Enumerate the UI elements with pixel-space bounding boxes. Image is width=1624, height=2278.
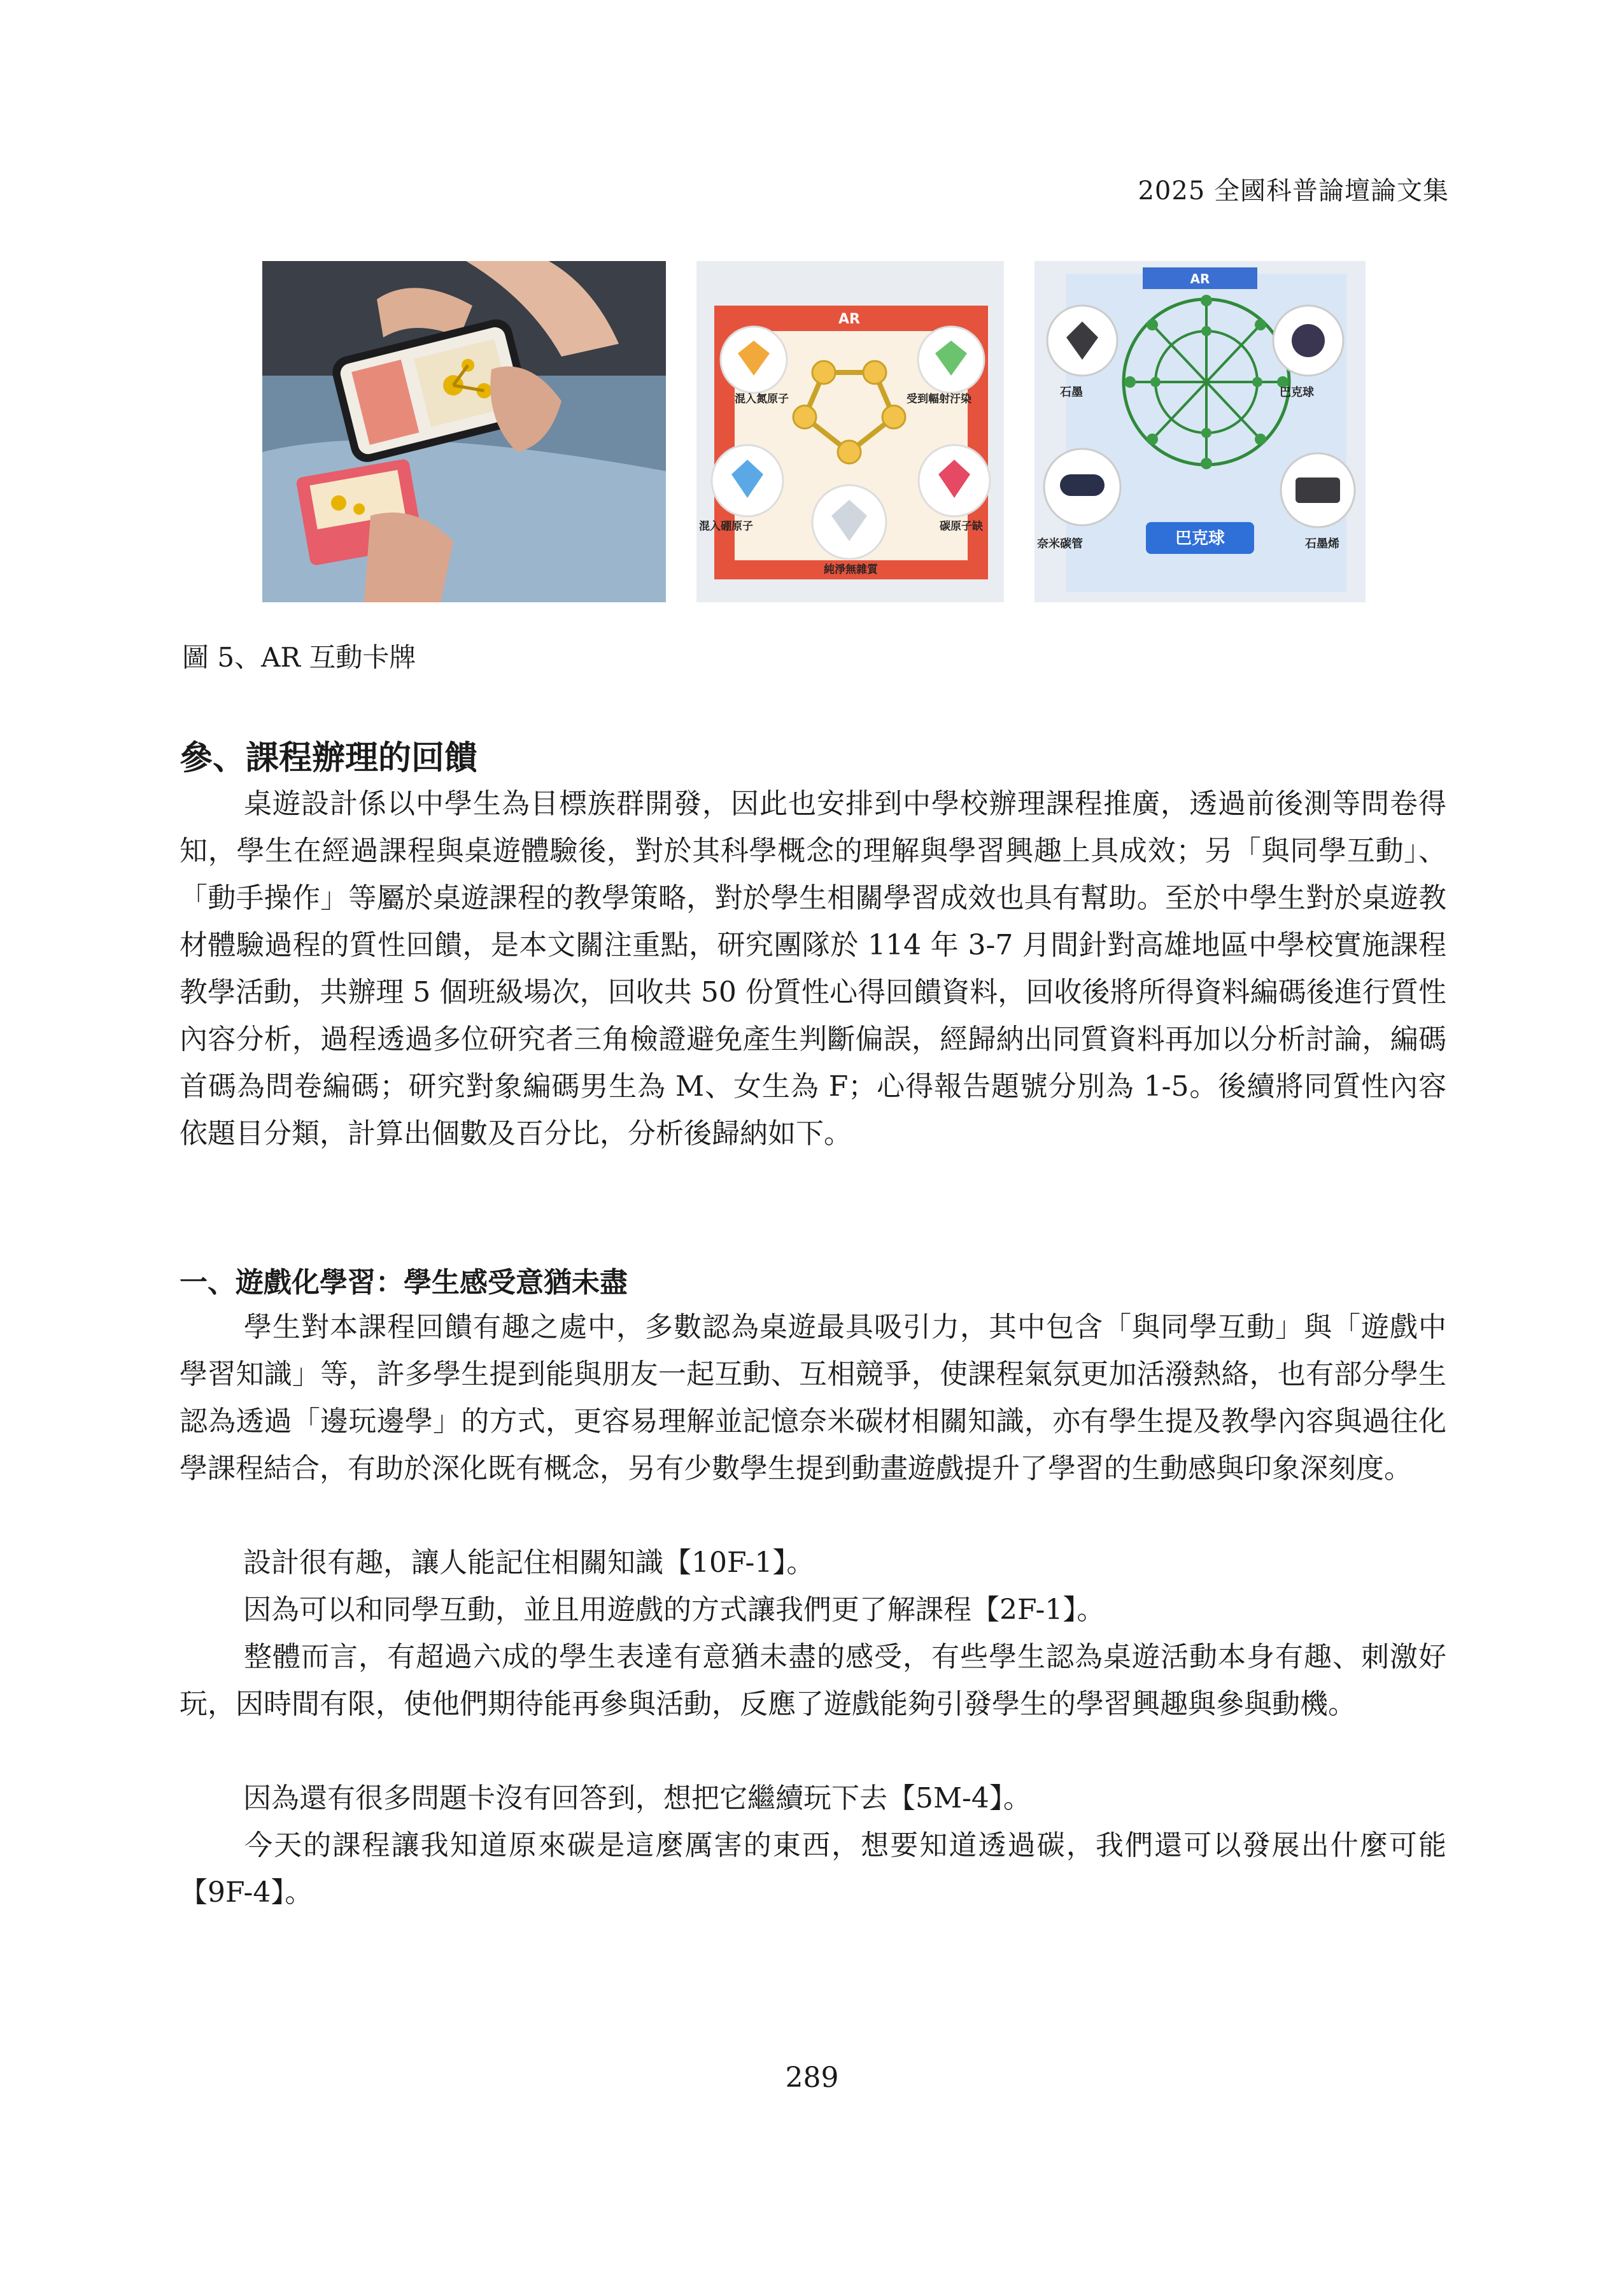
label-radiation: 受到輻射汙染 xyxy=(907,393,971,406)
figure-caption: 圖 5、AR 互動卡牌 xyxy=(182,642,416,673)
label-pure: 純淨無雜質 xyxy=(824,563,878,576)
label-nanotube: 奈米碳管 xyxy=(1037,537,1083,551)
running-head: 2025 全國科普論壇論文集 xyxy=(1138,176,1449,206)
title-plate: 巴克球 xyxy=(1175,529,1225,548)
label-graphite: 石墨 xyxy=(1060,386,1083,399)
label-buckyball: 巴克球 xyxy=(1280,386,1314,399)
label-nitrogen: 混入氮原子 xyxy=(735,393,789,406)
paragraph-3 xyxy=(180,1634,1446,1728)
section-heading: 參、課程辦理的回饋 xyxy=(180,739,478,777)
paragraph-4-text: 今天的課程讓我知道原來碳是這麼厲害的東西，想要知道透過碳，我們還可以發展出什麼可能【9F-4】。 xyxy=(180,1829,1446,1909)
figure-carbon-card-photo xyxy=(1034,261,1366,602)
paragraph-4 xyxy=(180,1822,1446,1916)
quote-3: 因為還有很多問題卡沒有回答到，想把它繼續玩下去【5M-4】。 xyxy=(243,1782,1031,1815)
paragraph-2-text: 學生對本課程回饋有趣之處中，多數認為桌遊最具吸引力，其中包含「與同學互動」與「遊戲中學習知識」等，許多學生提到能與朋友一起互動、互相競爭，使課程氣氛更加活潑熱絡，也有部分學生認為透過「邊玩邊學」的方式，更容易理解並記憶奈米碳材相關知識，亦有學生提及教學內容與過往化學課程結合，有助於深化既有概念，另有少數學生提到動畫遊戲提升了學習的生動感與印象深刻度。 xyxy=(180,1311,1446,1485)
figure-ar-card-photo xyxy=(696,261,1004,602)
card3-banner: AR xyxy=(1190,271,1210,287)
figure-phone-photo xyxy=(262,261,666,602)
paragraph-1 xyxy=(180,781,1446,1157)
paragraph-1-text: 桌遊設計係以中學生為目標族群開發，因此也安排到中學校辦理課程推廣，透過前後測等問卷得知，學生在經過課程與桌遊體驗後，對於其科學概念的理解與學習興趣上具成效；另「與同學互動」、「動手操作」等屬於桌遊課程的教學策略，對於學生相關學習成效也具有幫助。至於中學生對於桌遊教材體驗過程的質性回饋，是本文關注重點，研究團隊於 114 年 3-7 月間針對高雄地區中學校實施課程教學活動，共辦理 5 個班級場次，回收共 50 份質性心得回饋資料，回收後將所得資料編碼後進行質性內容分析，過程透過多位研究者三角檢證避免產生判斷偏誤，經歸納出同質資料再加以分析討論，編碼首碼為問卷編碼；研究對象編碼男生為 M、女生為 F；心得報告題號分別為 1-5。後續將同質性內容依題目分類，計算出個數及百分比，分析後歸納如下。 xyxy=(180,788,1446,1150)
label-vacancy: 碳原子缺 xyxy=(940,520,983,533)
quote-1: 設計很有趣，讓人能記住相關知識【10F-1】。 xyxy=(243,1546,815,1579)
paragraph-3-text: 整體而言，有超過六成的學生表達有意猶未盡的感受，有些學生認為桌遊活動本身有趣、刺激好玩，因時間有限，使他們期待能再參與活動，反應了遊戲能夠引發學生的學習興趣與參與動機。 xyxy=(180,1641,1446,1720)
paragraph-2 xyxy=(180,1304,1446,1492)
quote-2: 因為可以和同學互動，並且用遊戲的方式讓我們更了解課程【2F-1】。 xyxy=(243,1594,1105,1626)
label-boron: 混入硼原子 xyxy=(699,520,753,533)
page-number: 289 xyxy=(785,2062,839,2094)
subsection-heading: 一、遊戲化學習：學生感受意猶未盡 xyxy=(180,1266,628,1299)
card-banner: AR xyxy=(838,311,860,327)
label-graphene: 石墨烯 xyxy=(1305,537,1339,551)
